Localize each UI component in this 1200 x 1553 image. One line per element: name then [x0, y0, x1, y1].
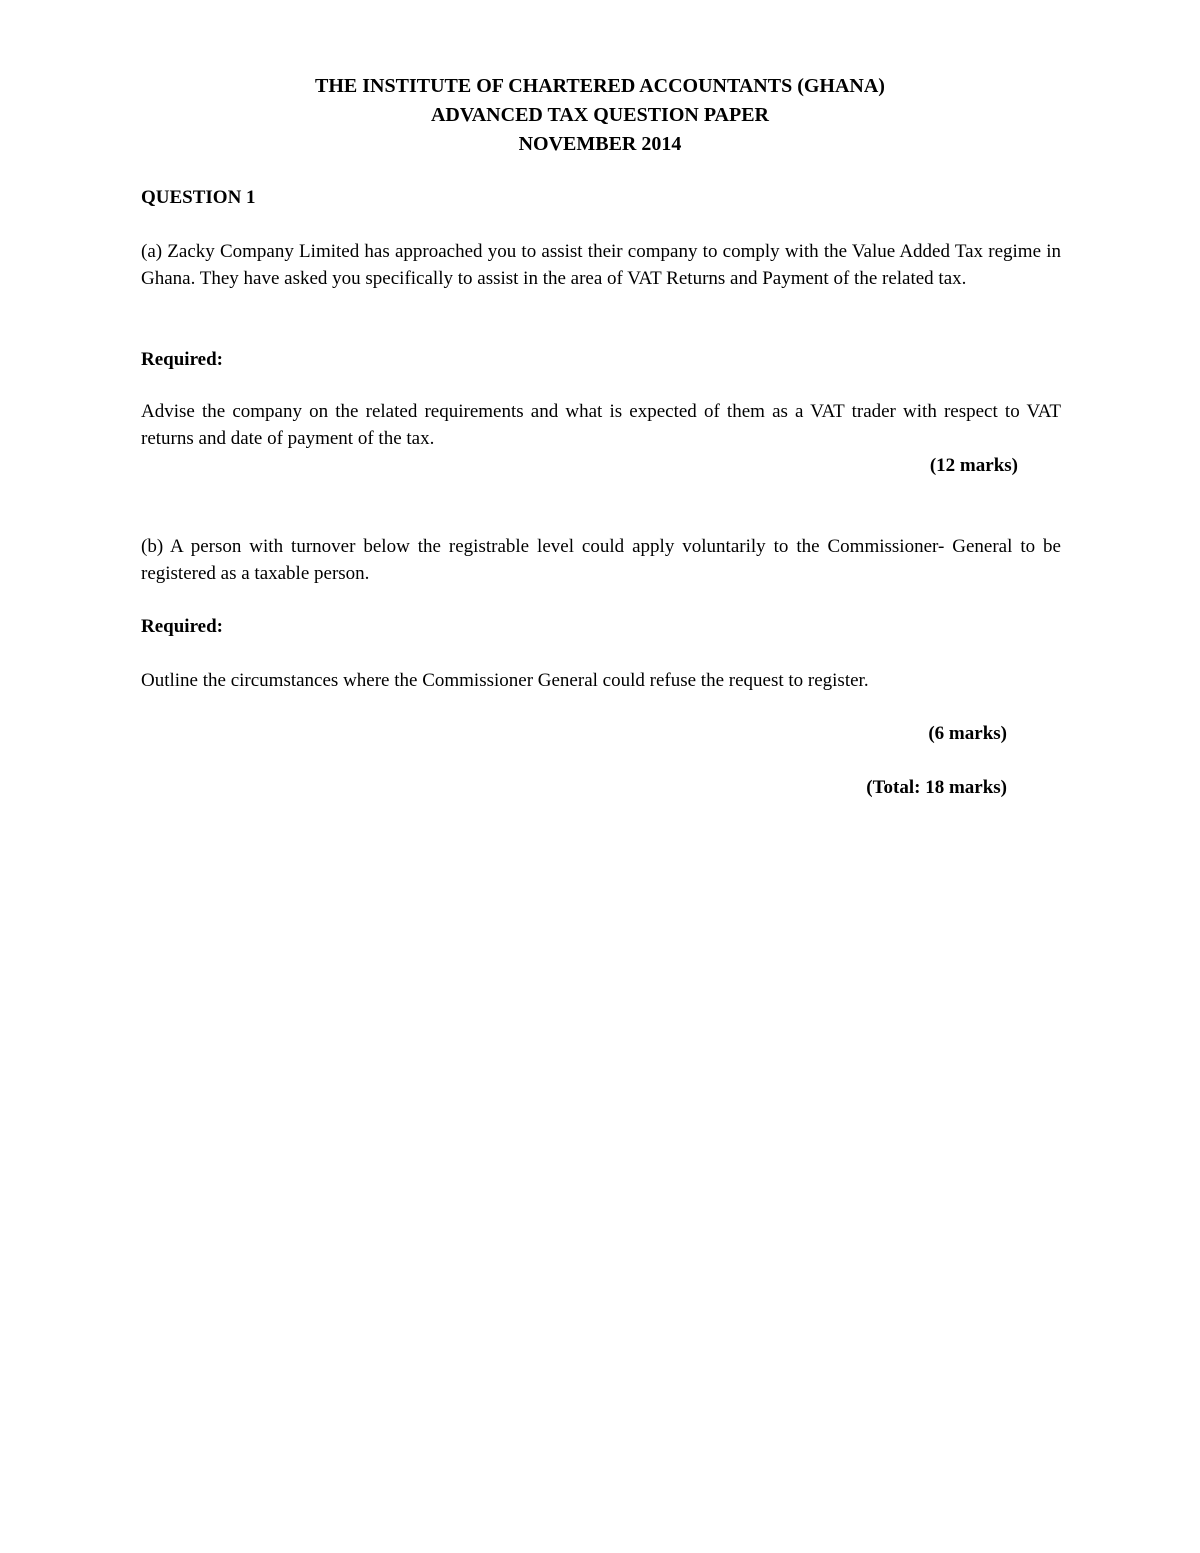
part-b-text: (b) A person with turnover below the registrable level could apply voluntarily to the Commissioner- General to be registered as a taxable person.: [141, 536, 1061, 584]
part-a-marks: (12 marks): [929, 455, 1018, 476]
question-title: QUESTION 1: [141, 187, 256, 208]
exam-date: NOVEMBER 2014: [518, 133, 682, 155]
part-b-required-text: Outline the circumstances where the Commissioner General could refuse the request to register.: [141, 670, 869, 691]
part-b-required-label: Required:: [141, 616, 223, 637]
part-a-required-text: Advise the company on the related requirements and what is expected of them as a VAT trader with respect to VAT returns and date of payment of the tax.: [141, 401, 1061, 449]
part-b-marks: (6 marks): [928, 723, 1007, 744]
part-a-required-label: Required:: [141, 349, 223, 370]
total-marks: (Total: 18 marks): [866, 777, 1007, 798]
paper-header: [0, 72, 1200, 159]
institute-title: THE INSTITUTE OF CHARTERED ACCOUNTANTS (GHANA): [315, 75, 885, 97]
paper-title: ADVANCED TAX QUESTION PAPER: [430, 104, 769, 126]
part-a-text: (a) Zacky Company Limited has approached you to assist their company to comply with the Value Added Tax regime in Ghana. They have asked you specifically to assist in the area of VAT Returns and Payment of the related tax.: [141, 241, 1061, 289]
